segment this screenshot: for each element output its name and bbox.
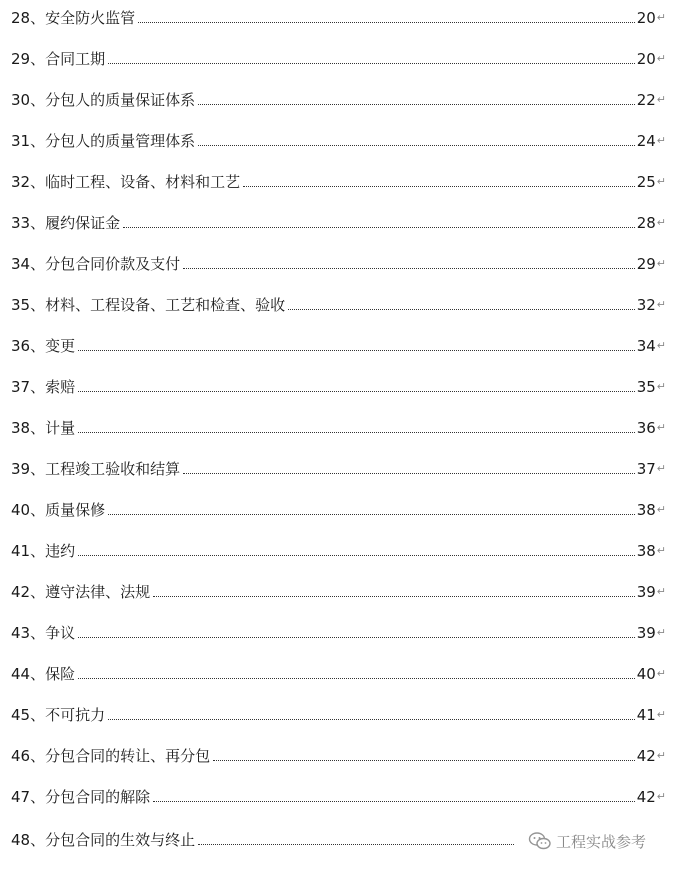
paragraph-mark-icon: ↵ (656, 257, 666, 270)
toc-entry-page: 35 (636, 378, 656, 396)
toc-entry-title: 40、质量保修 (11, 501, 106, 519)
toc-entry-page: 36 (636, 419, 656, 437)
paragraph-mark-icon: ↵ (656, 52, 666, 65)
toc-entry[interactable] (11, 660, 666, 684)
toc-entry[interactable] (11, 332, 666, 356)
toc-leader-dots (198, 145, 635, 146)
toc-entry[interactable] (11, 291, 666, 315)
paragraph-mark-icon: ↵ (656, 503, 666, 516)
toc-entry-page: 34 (636, 337, 656, 355)
paragraph-mark-icon: ↵ (656, 749, 666, 762)
toc-entry-page: 39 (636, 624, 656, 642)
toc-leader-dots (183, 473, 635, 474)
paragraph-mark-icon: ↵ (656, 708, 666, 721)
toc-entry-page: 42 (636, 747, 656, 765)
toc-entry-page: 39 (636, 583, 656, 601)
toc-entry-title: 38、计量 (11, 419, 76, 437)
toc-leader-dots (198, 844, 514, 845)
toc-entry[interactable] (11, 209, 666, 233)
toc-entry[interactable] (11, 455, 666, 479)
toc-entry-title: 39、工程竣工验收和结算 (11, 460, 181, 478)
toc-entry-title: 36、变更 (11, 337, 76, 355)
toc-entry-page: 38 (636, 501, 656, 519)
toc-entry-page: 24 (636, 132, 656, 150)
toc-entry-title: 48、分包合同的生效与终止 (11, 831, 196, 849)
toc-leader-dots (78, 678, 635, 679)
wechat-icon (528, 831, 552, 851)
toc-leader-dots (78, 350, 635, 351)
toc-leader-dots (108, 719, 635, 720)
toc-entry-page: 37 (636, 460, 656, 478)
toc-entry-title: 42、遵守法律、法规 (11, 583, 151, 601)
paragraph-mark-icon: ↵ (656, 380, 666, 393)
paragraph-mark-icon: ↵ (656, 585, 666, 598)
toc-entry-title: 31、分包人的质量管理体系 (11, 132, 196, 150)
toc-entry-page: 32 (636, 296, 656, 314)
toc-entry[interactable] (11, 45, 666, 69)
toc-leader-dots (78, 555, 635, 556)
paragraph-mark-icon: ↵ (656, 462, 666, 475)
toc-leader-dots (183, 268, 635, 269)
toc-entry-title: 47、分包合同的解除 (11, 788, 151, 806)
paragraph-mark-icon: ↵ (656, 421, 666, 434)
toc-leader-dots (108, 63, 635, 64)
toc-entry[interactable] (11, 168, 666, 192)
toc-leader-dots (78, 391, 635, 392)
toc-entry-title: 33、履约保证金 (11, 214, 121, 232)
toc-entry-title: 43、争议 (11, 624, 76, 642)
toc-entry[interactable] (11, 826, 516, 850)
paragraph-mark-icon: ↵ (656, 93, 666, 106)
watermark-text: 工程实战参考 (556, 832, 647, 851)
toc-entry[interactable] (11, 701, 666, 725)
toc-entry[interactable] (11, 414, 666, 438)
toc-entry-page: 38 (636, 542, 656, 560)
toc-leader-dots (288, 309, 635, 310)
toc-entry-title: 45、不可抗力 (11, 706, 106, 724)
paragraph-mark-icon: ↵ (656, 339, 666, 352)
toc-leader-dots (78, 432, 635, 433)
paragraph-mark-icon: ↵ (656, 544, 666, 557)
toc-entry-page: 22 (636, 91, 656, 109)
paragraph-mark-icon: ↵ (656, 175, 666, 188)
toc-entry[interactable] (11, 537, 666, 561)
toc-entry-title: 46、分包合同的转让、再分包 (11, 747, 211, 765)
toc-entry-title: 37、索赔 (11, 378, 76, 396)
paragraph-mark-icon: ↵ (656, 626, 666, 639)
watermark (528, 828, 646, 854)
toc-entry-title: 32、临时工程、设备、材料和工艺 (11, 173, 241, 191)
toc-entry[interactable] (11, 578, 666, 602)
toc-entry-title: 34、分包合同价款及支付 (11, 255, 181, 273)
toc-leader-dots (243, 186, 635, 187)
paragraph-mark-icon: ↵ (656, 134, 666, 147)
paragraph-mark-icon: ↵ (656, 298, 666, 311)
toc-entry-page: 20 (636, 9, 656, 27)
toc-entry[interactable] (11, 373, 666, 397)
toc-entry[interactable] (11, 127, 666, 151)
toc-entry-page: 25 (636, 173, 656, 191)
paragraph-mark-icon: ↵ (656, 11, 666, 24)
paragraph-mark-icon: ↵ (656, 216, 666, 229)
toc-entry[interactable] (11, 742, 666, 766)
toc-entry-title: 30、分包人的质量保证体系 (11, 91, 196, 109)
paragraph-mark-icon: ↵ (656, 667, 666, 680)
toc-entry-title: 41、违约 (11, 542, 76, 560)
toc-leader-dots (213, 760, 635, 761)
toc-entry-page: 40 (636, 665, 656, 683)
toc-entry-page: 28 (636, 214, 656, 232)
toc-entry-page: 42 (636, 788, 656, 806)
paragraph-mark-icon: ↵ (656, 790, 666, 803)
toc-entry[interactable] (11, 250, 666, 274)
toc-entry-title: 29、合同工期 (11, 50, 106, 68)
toc-leader-dots (108, 514, 635, 515)
toc-leader-dots (153, 801, 635, 802)
toc-entry[interactable] (11, 783, 666, 807)
toc-entry-page: 20 (636, 50, 656, 68)
toc-entry-title: 28、安全防火监管 (11, 9, 136, 27)
toc-leader-dots (153, 596, 635, 597)
toc-leader-dots (123, 227, 635, 228)
toc-entry[interactable] (11, 86, 666, 110)
toc-entry-title: 44、保险 (11, 665, 76, 683)
toc-entry-page: 29 (636, 255, 656, 273)
toc-leader-dots (198, 104, 635, 105)
toc-entry[interactable] (11, 619, 666, 643)
toc-entry[interactable] (11, 496, 666, 520)
toc-entry[interactable] (11, 4, 666, 28)
toc-entry-page: 41 (636, 706, 656, 724)
toc-leader-dots (78, 637, 635, 638)
toc-leader-dots (138, 22, 635, 23)
toc-entry-title: 35、材料、工程设备、工艺和检查、验收 (11, 296, 286, 314)
